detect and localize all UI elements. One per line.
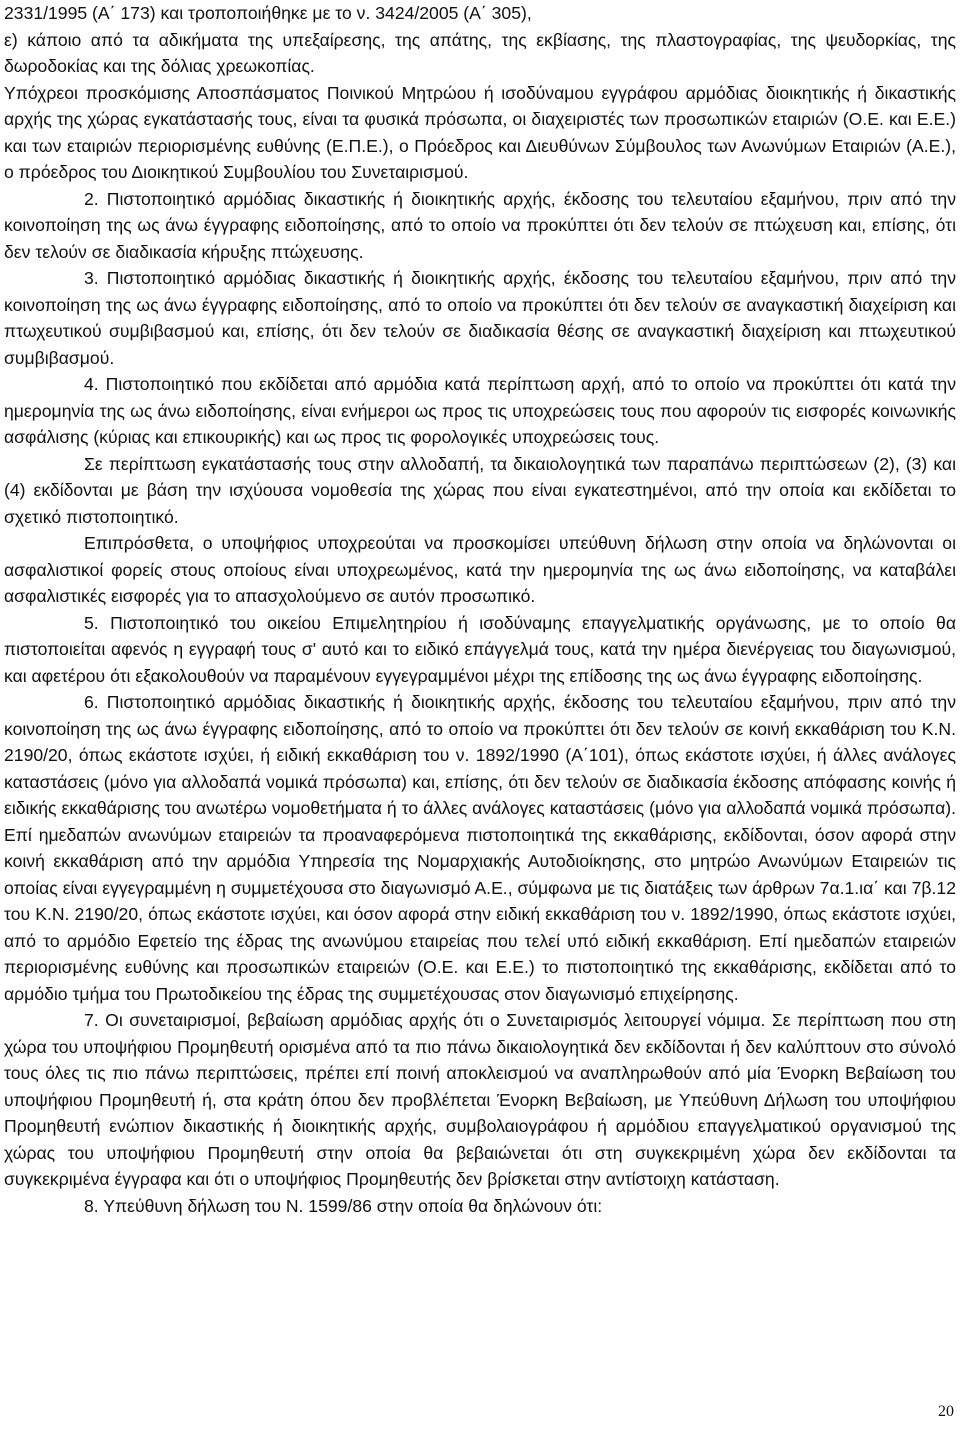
paragraph-foreign-establishment: Σε περίπτωση εγκατάστασής τους στην αλλοδαπή, τα δικαιολογητικά των παραπάνω περιπτώσεων (2), (3) και (4) εκδίδονται με βάση την ισχύουσα νομοθεσία της χώρας που είναι εγκατεστημένοι, από την οποία και εκδίδεται το σχετικό πιστοποιητικό. — [4, 453, 956, 527]
paragraph-item-8: 8. Υπεύθυνη δήλωση του Ν. 1599/86 στην οποία θα δηλώνουν ότι: — [84, 1195, 603, 1216]
paragraph-item-7: 7. Οι συνεταιρισμοί, βεβαίωση αρμόδιας αρχής ότι ο Συνεταιρισμός λειτουργεί νόμιμα. Σε περίπτωση που στη χώρα του υποψήφιου Προμηθευτή ορισμένα από τα πιο πάνω δικαιολογητικά δεν εκδίδονται ή δεν καλύπτουν στο σύνολό τους όλες τις πιο πάνω περιπτώσεις, πρέπει επί ποινή αποκλεισμού να αναπληρωθούν από μία Ένορκη Βεβαίωση του υποψήφιου Προμηθευτή ή, στα κράτη όπου δεν προβλέπεται Ένορκη Βεβαίωση, με Υπεύθυνη Δήλωση του υποψήφιου Προμηθευτή ενώπιον δικαστικής ή διοικητικής αρχής, συμβολαιογράφου ή αρμόδιου επαγγελματικού οργανισμού της χώρας του υποψήφιου Προμηθευτή στην οποία θα βεβαιώνεται ότι στη συγκεκριμένη χώρα δεν εκδίδονται τα συγκεκριμένα έγγραφα και ότι ο υποψήφιος Προμηθευτής δεν βρίσκεται στην αντίστοιχη κατάσταση. — [4, 1010, 956, 1189]
document-page — [4, 0, 956, 1440]
paragraph-item-e: ε) κάποιο από τα αδικήματα της υπεξαίρεσης, της απάτης, της εκβίασης, της πλαστογραφίας, της ψευδορκίας, της δωροδοκίας και της δόλιας χρεωκοπίας. — [4, 29, 956, 76]
paragraph-continuation: 2331/1995 (Α΄ 173) και τροποποιήθηκε με το ν. 3424/2005 (Α΄ 305), — [4, 3, 532, 23]
paragraph-item-3: 3. Πιστοποιητικό αρμόδιας δικαστικής ή διοικητικής αρχής, έκδοσης του τελευταίου εξαμήνου, πριν από την κοινοποίηση της ως άνω έγγραφης ειδοποίησης, από το οποίο να προκύπτει ότι δεν τελούν σε αναγκαστική διαχείριση και πτωχευτικού συμβιβασμού και, επίσης, ότι δεν τελούν σε διαδικασία θέσης σε αναγκαστική διαχείριση και πτωχευτικού συμβιβασμού. — [4, 268, 956, 368]
paragraph-criminal-record: Υπόχρεοι προσκόμισης Αποσπάσματος Ποινικού Μητρώου ή ισοδύναμου εγγράφου αρμόδιας διοικητικής ή δικαστικής αρχής της χώρας εγκατάστασής τους, είναι τα φυσικά πρόσωπα, οι διαχειριστές των προσωπικών εταιριών (Ο.Ε. και Ε.Ε.) και των εταιριών περιορισμένης ευθύνης (Ε.Π.Ε.), ο Πρόεδρος και Διευθύνων Σύμβουλος των Ανωνύμων Εταιριών (Α.Ε.), ο πρόεδρος του Διοικητικού Συμβουλίου του Συνεταιρισμού. — [4, 82, 956, 182]
paragraph-item-2: 2. Πιστοποιητικό αρμόδιας δικαστικής ή διοικητικής αρχής, έκδοσης του τελευταίου εξαμήνου, πριν από την κοινοποίηση της ως άνω έγγραφης ειδοποίησης, από το οποίο να προκύπτει ότι δεν τελούν σε πτώχευση και, επίσης, ότι δεν τελούν σε διαδικασία κήρυξης πτώχευσης. — [4, 188, 956, 262]
paragraph-item-6: 6. Πιστοποιητικό αρμόδιας δικαστικής ή διοικητικής αρχής, έκδοσης του τελευταίου εξαμήνου, πριν από την κοινοποίηση της ως άνω έγγραφης ειδοποίησης, από το οποίο να προκύπτει ότι δεν τελούν σε κοινή εκκαθάριση του Κ.Ν. 2190/20, όπως εκάστοτε ισχύει, ή ειδική εκκαθάριση του ν. 1892/1990 (Α΄101), όπως εκάστοτε ισχύει, ή άλλες ανάλογες καταστάσεις (μόνο για αλλοδαπά νομικά πρόσωπα) και, επίσης, ότι δεν τελούν σε διαδικασία έκδοσης απόφασης κοινής ή ειδικής εκκαθάρισης του ανωτέρω νομοθετήματα ή το άλλες ανάλογες καταστάσεις (μόνο για αλλοδαπά νομικά πρόσωπα). Επί ημεδαπών ανωνύμων εταιρειών τα προαναφερόμενα πιστοποιητικά της εκκαθάρισης, εκδίδονται, όσον αφορά στην κοινή εκκαθάριση από την αρμόδια Υπηρεσία της Νομαρχιακής Αυτοδιοίκησης, στο μητρώο Ανωνύμων Εταιρειών τις οποίας είναι εγγεγραμμένη η συμμετέχουσα στο διαγωνισμό Α.Ε., σύμφωνα με τις διατάξεις των άρθρων 7α.1.ια΄ και 7β.12 του Κ.Ν. 2190/20, όπως εκάστοτε ισχύει, και όσον αφορά στην ειδική εκκαθάριση του ν. 1892/1990, όπως εκάστοτε ισχύει, από το αρμόδιο Εφετείο της έδρας της ανωνύμου εταιρείας που τελεί υπό ειδική εκκαθάριση. Επί ημεδαπών εταιρειών περιορισμένης ευθύνης και προσωπικών εταιρειών (Ο.Ε. και Ε.Ε.) το πιστοποιητικό της εκκαθάρισης, εκδίδεται από το αρμόδιο τμήμα του Πρωτοδικείου της έδρας της συμμετέχουσας στον διαγωνισμό επιχείρησης. — [4, 692, 956, 1004]
paragraph-item-5: 5. Πιστοποιητικό του οικείου Επιμελητηρίου ή ισοδύναμης επαγγελματικής οργάνωσης, με το οποίο θα πιστοποιείται αφενός η εγγραφή τους σ' αυτό και το ειδικό επάγγελμά τους, κατά την ημέρα διενέργειας του διαγωνισμού, και αφετέρου ότι εξακολουθούν να παραμένουν εγγεγραμμένοι μέχρι της επίδοσης της ως άνω έγγραφης ειδοποίησης. — [4, 612, 956, 686]
page-number: 20 — [938, 1403, 954, 1420]
paragraph-additional-declaration: Επιπρόσθετα, ο υποψήφιος υποχρεούται να προσκομίσει υπεύθυνη δήλωση στην οποία να δηλώνονται οι ασφαλιστικοί φορείς στους οποίους είναι υποχρεωμένος, κατά την ημερομηνία της ως άνω ειδοποίησης, να καταβάλει ασφαλιστικές εισφορές για το απασχολούμενο σε αυτόν προσωπικό. — [4, 533, 956, 606]
paragraph-item-4: 4. Πιστοποιητικό που εκδίδεται από αρμόδια κατά περίπτωση αρχή, από το οποίο να προκύπτει ότι κατά την ημερομηνία της ως άνω ειδοποίησης, είναι ενήμεροι ως προς τις υποχρεώσεις τους που αφορούν τις εισφορές κοινωνικής ασφάλισης (κύριας και επικουρικής) και ως προς τις φορολογικές υποχρεώσεις τους. — [4, 374, 956, 447]
